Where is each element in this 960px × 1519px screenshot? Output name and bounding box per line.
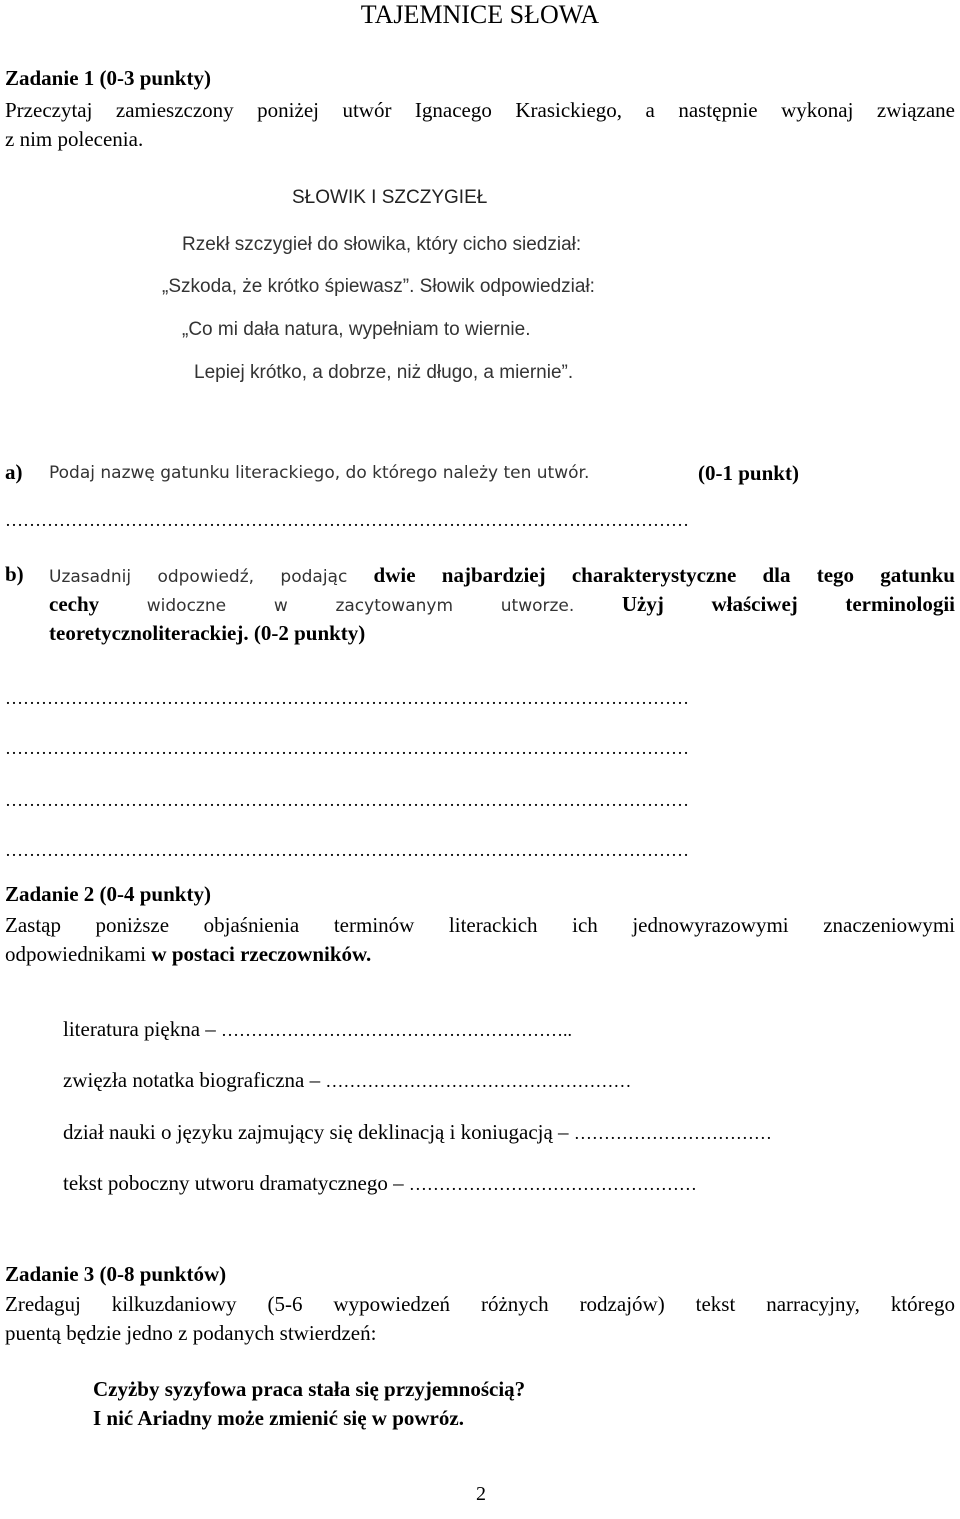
term-answer-line: …………………………… xyxy=(573,1123,772,1143)
term-answer-line: …………………………………………… xyxy=(325,1071,632,1091)
task2-heading: Zadanie 2 (0-4 punkty) xyxy=(5,882,211,906)
statement: I nić Ariadny może zmienić się w powróz. xyxy=(93,1406,464,1430)
term-answer-line: ………………………………………… xyxy=(408,1174,697,1194)
question-b-points: (0-2 punkty) xyxy=(253,621,366,645)
page-title: TAJEMNICE SŁOWA xyxy=(360,0,600,29)
poem-line: Lepiej krótko, a dobrze, niż długo, a miernie”. xyxy=(194,362,574,383)
task2-intro-line1: Zastąp poniższe objaśnienia terminów literackich ich jednowyrazowymi znaczeniowymi xyxy=(5,913,955,937)
task3-heading: Zadanie 3 (0-8 punktów) xyxy=(5,1262,227,1286)
statement: Czyżby syzyfowa praca stała się przyjemnością? xyxy=(93,1377,526,1401)
answer-line-b: …………………………………………………………………………………………………… xyxy=(5,840,689,860)
term-item xyxy=(63,1068,631,1093)
term-item xyxy=(63,1120,772,1145)
question-a-text: Podaj nazwę gatunku literackiego, do którego należy ten utwór. xyxy=(49,463,590,483)
question-b-label: b) xyxy=(5,562,24,586)
task2-intro-line2 xyxy=(5,940,955,969)
term-definition: tekst poboczny utworu dramatycznego – xyxy=(63,1171,404,1195)
term-item xyxy=(63,1171,697,1196)
term-definition: literatura piękna – xyxy=(63,1017,216,1041)
question-a-points: (0-1 punkt) xyxy=(698,461,799,485)
question-b-line3 xyxy=(49,621,365,646)
term-definition: dział nauki o języku zajmujący się deklinacją i koniugacją – xyxy=(63,1120,569,1144)
task1-intro-line1: Przeczytaj zamieszczony poniżej utwór Ignacego Krasickiego, a następnie wykonaj związane xyxy=(5,98,955,122)
question-b-line2 xyxy=(49,592,955,617)
question-b-text: widoczne w zacytowanym utworze. xyxy=(146,596,575,616)
task1-heading: Zadanie 1 (0-3 punkty) xyxy=(5,66,211,90)
question-b-text: Uzasadnij odpowiedź, podając xyxy=(49,567,348,587)
question-b-emphasis: Użyj właściwej terminologii xyxy=(621,592,955,616)
task1-intro-line2: z nim polecenia. xyxy=(5,127,144,151)
term-item xyxy=(63,1017,572,1042)
page-number: 2 xyxy=(476,1483,486,1505)
poem-line: Rzekł szczygieł do słowika, który cicho siedział: xyxy=(182,234,582,255)
question-a-label: a) xyxy=(5,460,23,484)
term-answer-line: ………………………………………………….. xyxy=(221,1020,573,1040)
question-b-emphasis: cechy xyxy=(49,592,100,616)
question-b-emphasis: dwie najbardziej charakterystyczne dla tego gatunku xyxy=(373,563,955,587)
term-definition: zwięzła notatka biograficzna – xyxy=(63,1068,321,1092)
poem-line: „Co mi dała natura, wypełniam to wiernie. xyxy=(182,319,531,340)
poem-title: SŁOWIK I SZCZYGIEŁ xyxy=(292,187,488,208)
task2-intro-text: odpowiednikami xyxy=(5,942,147,966)
question-b-emphasis: teoretycznoliterackiej. xyxy=(49,621,249,645)
answer-line-b: …………………………………………………………………………………………………… xyxy=(5,790,689,810)
task3-intro-line2: puentą będzie jedno z podanych stwierdzeń: xyxy=(5,1321,377,1345)
task2-intro-emphasis: w postaci rzeczowników. xyxy=(151,942,372,966)
answer-line-b: …………………………………………………………………………………………………… xyxy=(5,738,689,758)
answer-line-a: …………………………………………………………………………………………………… xyxy=(5,510,689,530)
question-b-line1 xyxy=(49,563,955,588)
poem-line: „Szkoda, że krótko śpiewasz”. Słowik odpowiedział: xyxy=(162,276,595,297)
answer-line-b: …………………………………………………………………………………………………… xyxy=(5,688,689,708)
task3-intro-line1: Zredaguj kilkuzdaniowy (5-6 wypowiedzeń różnych rodzajów) tekst narracyjny, którego xyxy=(5,1292,955,1316)
